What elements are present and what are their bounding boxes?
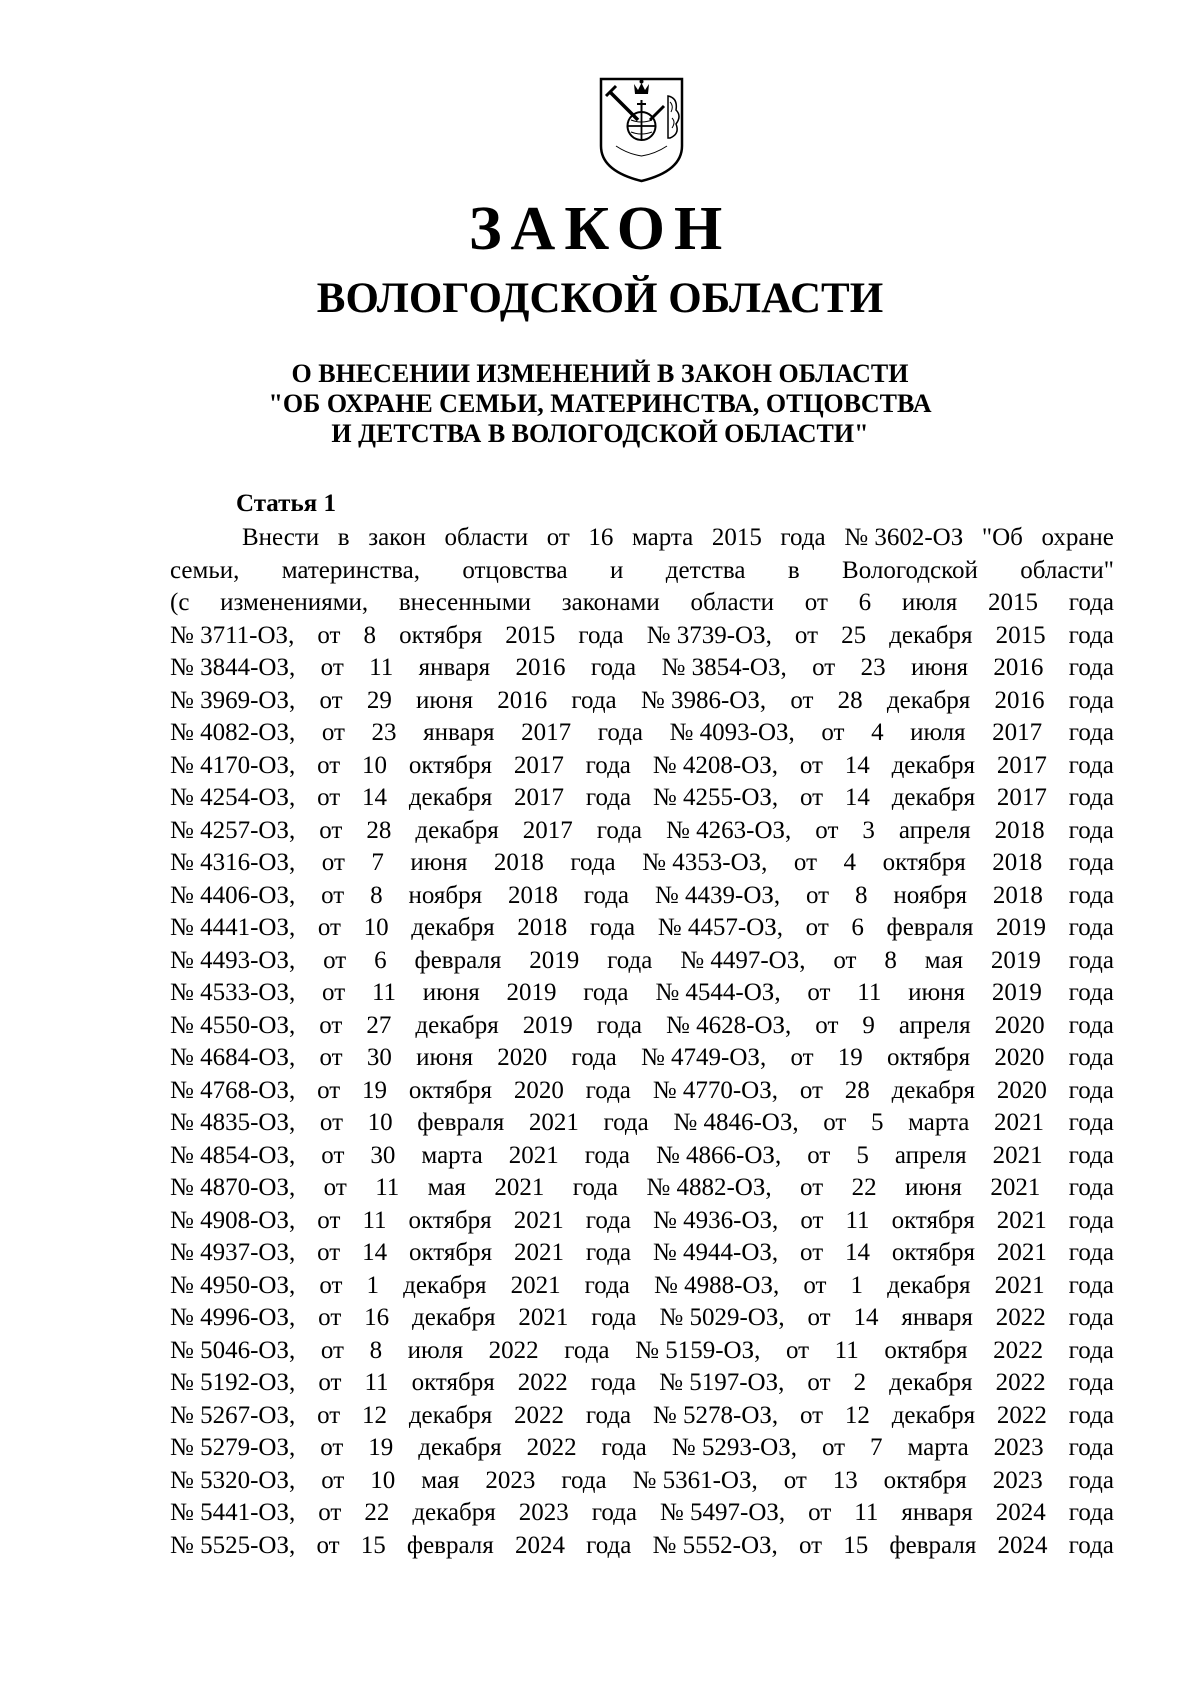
- article-heading: Статья 1: [236, 490, 336, 517]
- body-line: № 5525-ОЗ, от 15 февраля 2024 года № 5552-ОЗ, от 15 февраля 2024 года: [170, 1531, 1114, 1559]
- body-line: № 3844-ОЗ, от 11 января 2016 года № 3854-ОЗ, от 23 июня 2016 года: [170, 654, 1114, 681]
- law-name-line: И ДЕТСТВА В ВОЛОГОДСКОЙ ОБЛАСТИ": [331, 419, 869, 448]
- document-subtitle: ВОЛОГОДСКОЙ ОБЛАСТИ: [316, 275, 884, 322]
- article-body: [170, 522, 1114, 1562]
- vologda-coat-of-arms-icon: [598, 76, 685, 184]
- body-line: № 3969-ОЗ, от 29 июня 2016 года № 3986-ОЗ, от 28 декабря 2016 года: [170, 686, 1114, 714]
- body-line: № 4082-ОЗ, от 23 января 2017 года № 4093-ОЗ, от 4 июля 2017 года: [170, 719, 1114, 746]
- body-line: № 4441-ОЗ, от 10 декабря 2018 года № 4457-ОЗ, от 6 февраля 2019 года: [170, 914, 1114, 941]
- body-line: № 4257-ОЗ, от 28 декабря 2017 года № 4263-ОЗ, от 3 апреля 2018 года: [170, 816, 1114, 844]
- body-line: Внести в закон области от 16 марта 2015 года № 3602-ОЗ "Об охране: [242, 524, 1114, 551]
- body-line: № 4170-ОЗ, от 10 октября 2017 года № 4208-ОЗ, от 14 декабря 2017 года: [170, 751, 1114, 779]
- body-line: № 4254-ОЗ, от 14 декабря 2017 года № 4255-ОЗ, от 14 декабря 2017 года: [170, 784, 1114, 811]
- body-line: (с изменениями, внесенными законами области от 6 июля 2015 года: [170, 589, 1114, 616]
- body-line: № 4854-ОЗ, от 30 марта 2021 года № 4866-ОЗ, от 5 апреля 2021 года: [170, 1141, 1114, 1169]
- body-line: № 4684-ОЗ, от 30 июня 2020 года № 4749-ОЗ, от 19 октября 2020 года: [170, 1044, 1114, 1071]
- law-name-line: О ВНЕСЕНИИ ИЗМЕНЕНИЙ В ЗАКОН ОБЛАСТИ: [291, 359, 909, 388]
- document-title: ЗАКОН: [468, 195, 732, 263]
- body-line: № 5267-ОЗ, от 12 декабря 2022 года № 5278-ОЗ, от 12 декабря 2022 года: [170, 1401, 1114, 1429]
- body-line: № 5320-ОЗ, от 10 мая 2023 года № 5361-ОЗ, от 13 октября 2023 года: [170, 1466, 1114, 1494]
- body-line: № 4768-ОЗ, от 19 октября 2020 года № 4770-ОЗ, от 28 декабря 2020 года: [170, 1076, 1114, 1104]
- body-line: № 4493-ОЗ, от 6 февраля 2019 года № 4497-ОЗ, от 8 мая 2019 года: [170, 946, 1114, 974]
- body-line: № 4870-ОЗ, от 11 мая 2021 года № 4882-ОЗ, от 22 июня 2021 года: [170, 1174, 1114, 1201]
- body-line: № 5279-ОЗ, от 19 декабря 2022 года № 5293-ОЗ, от 7 марта 2023 года: [170, 1434, 1114, 1461]
- body-line: № 4996-ОЗ, от 16 декабря 2021 года № 5029-ОЗ, от 14 января 2022 года: [170, 1304, 1114, 1331]
- body-line: № 4533-ОЗ, от 11 июня 2019 года № 4544-ОЗ, от 11 июня 2019 года: [170, 979, 1114, 1006]
- body-line: семьи, материнства, отцовства и детства в Вологодской области": [170, 556, 1114, 584]
- body-line: № 4908-ОЗ, от 11 октября 2021 года № 4936-ОЗ, от 11 октября 2021 года: [170, 1206, 1114, 1234]
- body-line: № 4316-ОЗ, от 7 июня 2018 года № 4353-ОЗ, от 4 октября 2018 года: [170, 849, 1114, 876]
- law-name-line: "ОБ ОХРАНЕ СЕМЬИ, МАТЕРИНСТВА, ОТЦОВСТВА: [268, 389, 932, 418]
- body-line: № 4406-ОЗ, от 8 ноября 2018 года № 4439-ОЗ, от 8 ноября 2018 года: [170, 881, 1114, 909]
- body-line: № 4835-ОЗ, от 10 февраля 2021 года № 4846-ОЗ, от 5 марта 2021 года: [170, 1109, 1114, 1136]
- body-line: № 5046-ОЗ, от 8 июля 2022 года № 5159-ОЗ, от 11 октября 2022 года: [170, 1336, 1114, 1364]
- body-line: № 3711-ОЗ, от 8 октября 2015 года № 3739-ОЗ, от 25 декабря 2015 года: [170, 621, 1114, 649]
- body-line: № 4950-ОЗ, от 1 декабря 2021 года № 4988-ОЗ, от 1 декабря 2021 года: [170, 1271, 1114, 1299]
- body-line: № 5192-ОЗ, от 11 октября 2022 года № 5197-ОЗ, от 2 декабря 2022 года: [170, 1369, 1114, 1396]
- body-line: № 5441-ОЗ, от 22 декабря 2023 года № 5497-ОЗ, от 11 января 2024 года: [170, 1499, 1114, 1526]
- body-line: № 4550-ОЗ, от 27 декабря 2019 года № 4628-ОЗ, от 9 апреля 2020 года: [170, 1011, 1114, 1039]
- law-name: [0, 359, 1200, 449]
- body-line: № 4937-ОЗ, от 14 октября 2021 года № 4944-ОЗ, от 14 октября 2021 года: [170, 1239, 1114, 1266]
